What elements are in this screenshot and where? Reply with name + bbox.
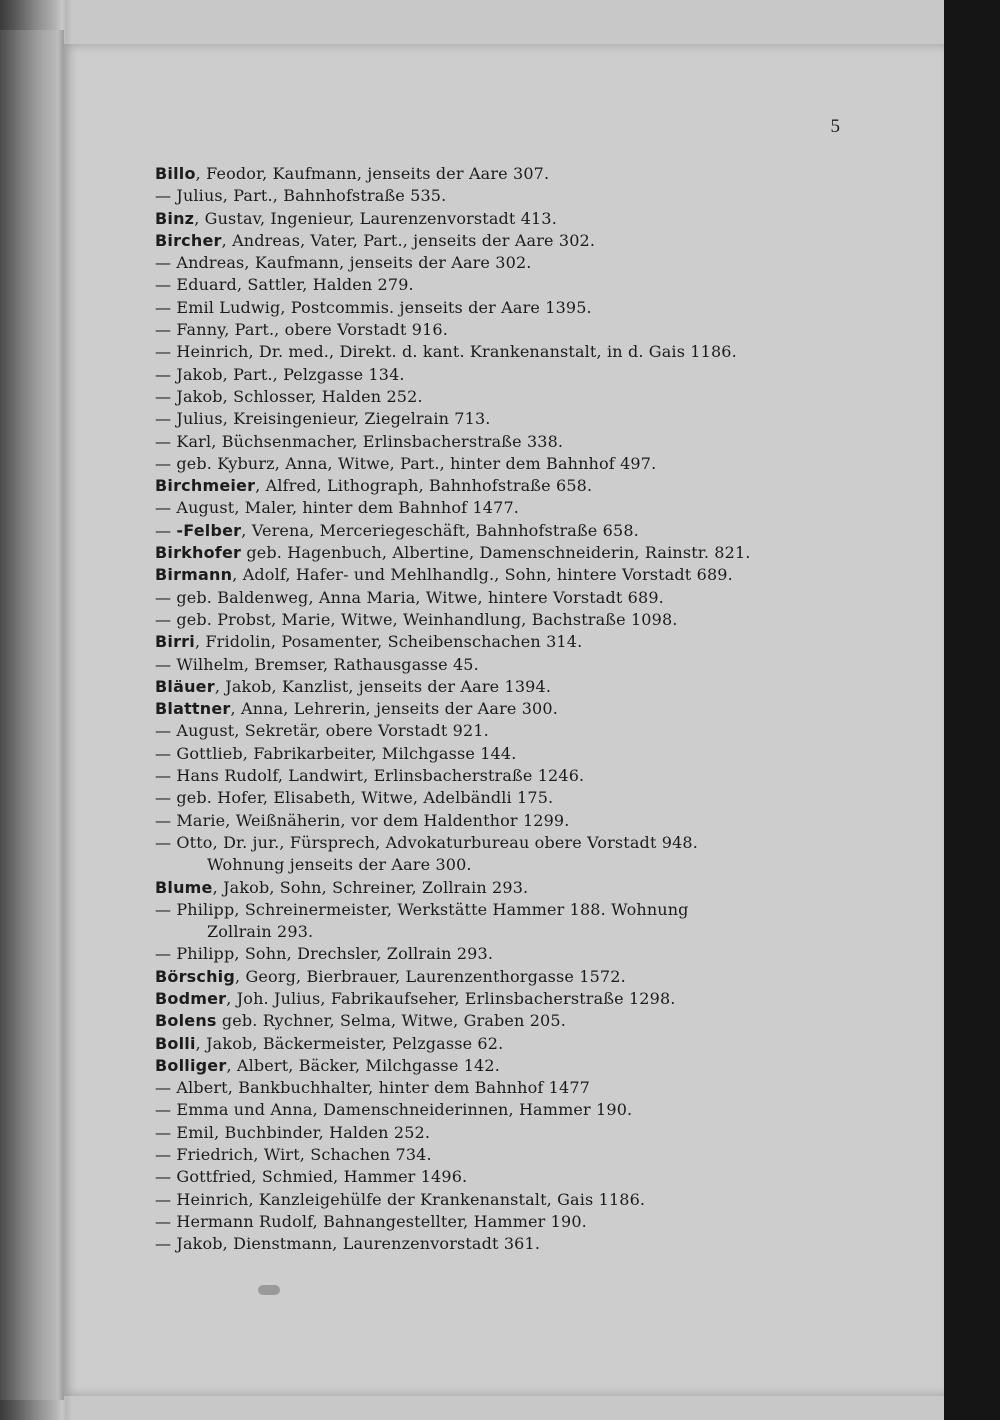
entry-text: , Anna, Lehrerin, jenseits der Aare 300.: [230, 699, 558, 719]
directory-entry-main: [155, 1010, 835, 1032]
entry-text: — Albert, Bankbuchhalter, hinter dem Bahnhof 1477: [155, 1078, 590, 1098]
directory-entry-sub: [155, 497, 835, 519]
directory-entry-sub: [155, 587, 835, 609]
entry-surname: Birchmeier: [155, 476, 256, 496]
directory-entry-sub: [155, 1144, 835, 1166]
entry-surname: Börschig: [155, 966, 236, 986]
entry-text: — Heinrich, Kanzleigehülfe der Krankenanstalt, Gais 1186.: [155, 1189, 646, 1209]
directory-entry-sub: [155, 609, 835, 631]
directory-entry-sub: [155, 252, 835, 274]
entry-surname: Birkhofer: [155, 543, 242, 563]
directory-entry-sub: [155, 765, 835, 787]
entry-text: — Philipp, Schreinermeister, Werkstätte Hammer 188. Wohnung: [155, 899, 689, 919]
entry-text: — August, Maler, hinter dem Bahnhof 1477.: [155, 498, 520, 518]
entry-surname: Bläuer: [155, 676, 215, 696]
directory-entry-sub: [155, 1233, 835, 1255]
entry-text: — geb. Baldenweg, Anna Maria, Witwe, hintere Vorstadt 689.: [155, 587, 664, 607]
directory-entry-main: [155, 230, 835, 252]
entry-surname: Birmann: [155, 565, 233, 585]
entry-text: — Otto, Dr. jur., Fürsprech, Advokaturbureau obere Vorstadt 948.: [155, 832, 698, 852]
entry-surname: Bolens: [155, 1011, 217, 1031]
directory-entry-main: [155, 966, 835, 988]
entry-prefix: —: [155, 520, 177, 540]
directory-entry-main: [155, 564, 835, 586]
entry-text: — Julius, Kreisingenieur, Ziegelrain 713.: [155, 409, 491, 429]
entry-text: , Gustav, Ingenieur, Laurenzenvorstadt 413.: [194, 208, 557, 228]
entry-text: — Gottlieb, Fabrikarbeiter, Milchgasse 144.: [155, 743, 517, 763]
directory-entry-sub: [155, 943, 835, 965]
entry-text: , Verena, Merceriegeschäft, Bahnhofstraße 658.: [241, 520, 639, 540]
directory-entry-main: [155, 877, 835, 899]
entry-text: — geb. Probst, Marie, Witwe, Weinhandlung, Bachstraße 1098.: [155, 609, 678, 629]
ink-smudge: [258, 1285, 280, 1295]
entry-text: — August, Sekretär, obere Vorstadt 921.: [155, 721, 489, 741]
directory-entry-sub: [155, 386, 835, 408]
directory-entry-sub: [155, 1077, 835, 1099]
entry-text: , Albert, Bäcker, Milchgasse 142.: [226, 1055, 500, 1075]
entry-text: — Fanny, Part., obere Vorstadt 916.: [155, 320, 448, 340]
directory-entry-main: [155, 1033, 835, 1055]
entry-surname: Bolliger: [155, 1055, 227, 1075]
entry-text: — Hermann Rudolf, Bahnangestellter, Hammer 190.: [155, 1211, 587, 1231]
directory-entry-main: [155, 520, 835, 542]
entry-surname: Binz: [155, 208, 195, 228]
entry-text: , Fridolin, Posamenter, Scheibenschachen 314.: [194, 632, 583, 652]
entry-text: — Emil Ludwig, Postcommis. jenseits der Aare 1395.: [155, 297, 592, 317]
entry-text: Wohnung jenseits der Aare 300.: [207, 855, 472, 875]
entry-text: , Jakob, Kanzlist, jenseits der Aare 1394.: [214, 676, 552, 696]
entry-text: — Wilhelm, Bremser, Rathausgasse 45.: [155, 654, 479, 674]
directory-entry-continuation: [155, 854, 835, 876]
directory-entry-main: [155, 1055, 835, 1077]
entry-text: — Eduard, Sattler, Halden 279.: [155, 275, 414, 295]
entry-text: Zollrain 293.: [207, 922, 314, 942]
entry-surname: Bolli: [155, 1033, 196, 1053]
entry-surname: Billo: [155, 164, 196, 183]
entry-text: — Andreas, Kaufmann, jenseits der Aare 302.: [155, 253, 532, 273]
directory-entry-sub: [155, 654, 835, 676]
directory-entry-continuation: [155, 921, 835, 943]
directory-entry-main: [155, 676, 835, 698]
entry-text: , Alfred, Lithograph, Bahnhofstraße 658.: [255, 476, 593, 496]
directory-entry-sub: [155, 832, 835, 854]
directory-entry-sub: [155, 1099, 835, 1121]
directory-entry-sub: [155, 408, 835, 430]
entry-text: geb. Rychner, Selma, Witwe, Graben 205.: [216, 1011, 566, 1031]
entry-text: — Jakob, Schlosser, Halden 252.: [155, 386, 423, 406]
scan-margin: [944, 0, 1000, 1420]
directory-entry-sub: [155, 297, 835, 319]
directory-entries: [155, 163, 835, 1256]
entry-text: — Friedrich, Wirt, Schachen 734.: [155, 1145, 432, 1165]
directory-entry-sub: [155, 364, 835, 386]
directory-entry-sub: [155, 341, 835, 363]
directory-entry-sub: [155, 274, 835, 296]
directory-entry-sub: [155, 185, 835, 207]
entry-text: — Emil, Buchbinder, Halden 252.: [155, 1122, 431, 1142]
entry-text: — Heinrich, Dr. med., Direkt. d. kant. Krankenanstalt, in d. Gais 1186.: [155, 342, 737, 362]
entry-text: — Gottfried, Schmied, Hammer 1496.: [155, 1167, 468, 1187]
entry-text: — Jakob, Part., Pelzgasse 134.: [155, 364, 405, 384]
directory-entry-sub: [155, 899, 835, 921]
entry-surname: -Felber: [176, 520, 242, 540]
directory-entry-sub: [155, 1211, 835, 1233]
directory-entry-main: [155, 988, 835, 1010]
entry-text: , Jakob, Sohn, Schreiner, Zollrain 293.: [212, 877, 529, 897]
entry-text: , Andreas, Vater, Part., jenseits der Aare 302.: [221, 230, 596, 250]
previous-page-edge: [0, 30, 64, 1400]
directory-entry-sub: [155, 319, 835, 341]
entry-text: — Philipp, Sohn, Drechsler, Zollrain 293.: [155, 944, 494, 964]
directory-entry-sub: [155, 787, 835, 809]
entry-text: — geb. Kyburz, Anna, Witwe, Part., hinter dem Bahnhof 497.: [155, 453, 657, 473]
directory-entry-sub: [155, 431, 835, 453]
directory-entry-main: [155, 475, 835, 497]
entry-text: , Adolf, Hafer- und Mehlhandlg., Sohn, hintere Vorstadt 689.: [232, 565, 733, 585]
directory-entry-sub: [155, 720, 835, 742]
directory-entry-sub: [155, 1122, 835, 1144]
entry-surname: Birri: [155, 632, 195, 652]
entry-surname: Blattner: [155, 699, 231, 719]
entry-surname: Bircher: [155, 230, 222, 250]
entry-surname: Blume: [155, 877, 213, 897]
directory-entry-sub: [155, 743, 835, 765]
directory-entry-sub: [155, 453, 835, 475]
entry-text: , Georg, Bierbrauer, Laurenzenthorgasse 1572.: [235, 966, 626, 986]
entry-text: — geb. Hofer, Elisabeth, Witwe, Adelbändli 175.: [155, 788, 554, 808]
directory-entry-main: [155, 631, 835, 653]
directory-entry-main: [155, 542, 835, 564]
entry-text: — Marie, Weißnäherin, vor dem Haldenthor 1299.: [155, 810, 570, 830]
entry-surname: Bodmer: [155, 988, 227, 1008]
directory-entry-sub: [155, 810, 835, 832]
entry-text: , Joh. Julius, Fabrikaufseher, Erlinsbacherstraße 1298.: [226, 988, 676, 1008]
entry-text: geb. Hagenbuch, Albertine, Damenschneiderin, Rainstr. 821.: [241, 543, 751, 563]
entry-text: , Feodor, Kaufmann, jenseits der Aare 307.: [195, 164, 550, 183]
entry-text: , Jakob, Bäckermeister, Pelzgasse 62.: [195, 1033, 504, 1053]
entry-text: — Julius, Part., Bahnhofstraße 535.: [155, 186, 447, 206]
directory-entry-main: [155, 208, 835, 230]
entry-text: — Hans Rudolf, Landwirt, Erlinsbacherstraße 1246.: [155, 766, 585, 786]
directory-entry-sub: [155, 1166, 835, 1188]
page-number: 5: [830, 116, 840, 137]
directory-entry-main: [155, 163, 835, 185]
directory-entry-sub: [155, 1189, 835, 1211]
entry-text: — Karl, Büchsenmacher, Erlinsbacherstraße 338.: [155, 431, 564, 451]
entry-text: — Emma und Anna, Damenschneiderinnen, Hammer 190.: [155, 1100, 633, 1120]
directory-entry-main: [155, 698, 835, 720]
entry-text: — Jakob, Dienstmann, Laurenzenvorstadt 361.: [155, 1234, 541, 1254]
